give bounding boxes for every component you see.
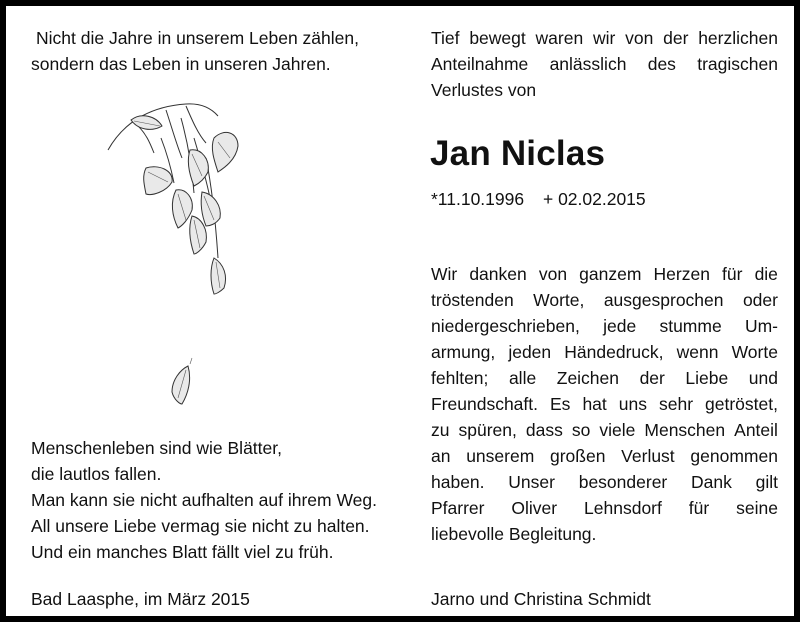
thanks-word: Liebe <box>685 368 729 388</box>
thanks-word: ausgesprochen <box>603 290 724 310</box>
thanks-word: armung, <box>431 342 496 362</box>
intro-word: waren <box>535 28 584 48</box>
thanks-text <box>431 261 778 547</box>
top-quote-line: sondern das Leben in unseren Jahren. <box>31 54 331 74</box>
intro-word: anlässlich <box>549 54 627 74</box>
thanks-word: besonderer <box>578 472 668 492</box>
thanks-word: Herzen <box>653 264 710 284</box>
thanks-word: uns <box>618 394 647 414</box>
thanks-word: und <box>748 368 778 388</box>
thanks-word: von <box>538 264 568 284</box>
thanks-line <box>431 391 778 417</box>
thanks-word: die <box>754 264 778 284</box>
intro-word: der <box>663 28 689 48</box>
thanks-word: Verlust <box>621 446 675 466</box>
thanks-line <box>431 287 778 313</box>
falling-birch-leaves-icon <box>106 98 256 418</box>
thanks-word: Wir <box>431 264 458 284</box>
life-dates <box>431 186 646 212</box>
intro-word: des <box>647 54 676 74</box>
thanks-line <box>431 469 778 495</box>
thanks-word: Freundschaft. <box>431 394 538 414</box>
thanks-word: für <box>722 264 743 284</box>
thanks-word: Worte <box>731 342 778 362</box>
thanks-word: jede <box>603 316 637 336</box>
thanks-word: Unser <box>508 472 555 492</box>
thanks-line <box>431 365 778 391</box>
thanks-word: fehlten; <box>431 368 489 388</box>
thanks-word: spüren, <box>458 420 517 440</box>
thanks-line <box>431 417 778 443</box>
thanks-word: Zeichen <box>556 368 620 388</box>
thanks-word: an <box>431 446 451 466</box>
thanks-line <box>431 261 778 287</box>
birth-date: *11.10.1996 <box>431 189 525 209</box>
thanks-word: zu <box>431 420 450 440</box>
thanks-word: unserem <box>466 446 535 466</box>
thanks-word: dass <box>525 420 563 440</box>
thanks-word: gilt <box>755 472 778 492</box>
thanks-word: jeden <box>508 342 552 362</box>
intro-word: tragischen <box>697 54 778 74</box>
thanks-word: Lehnsdorf <box>584 498 662 518</box>
thanks-line <box>431 313 778 339</box>
top-quote-line: Nicht die Jahre in unserem Leben zählen, <box>36 28 359 48</box>
deceased-name: Jan Niclas <box>430 134 606 173</box>
thanks-word: tröstenden <box>431 290 514 310</box>
thanks-word: Worte, <box>533 290 585 310</box>
poem-line: Menschenleben sind wie Blätter, <box>31 438 282 458</box>
intro-word: bewegt <box>469 28 526 48</box>
thanks-word: hat <box>582 394 607 414</box>
thanks-word: Dank <box>691 472 732 492</box>
bottom-poem <box>31 435 377 565</box>
thanks-word: ganzem <box>579 264 642 284</box>
top-quote <box>31 25 359 77</box>
death-date: + 02.02.2015 <box>542 189 646 209</box>
intro-line <box>431 25 778 51</box>
intro-word: Tief <box>431 28 460 48</box>
thanks-word: seine <box>736 498 778 518</box>
thanks-line <box>431 443 778 469</box>
signature: Jarno und Christina Schmidt <box>431 589 651 609</box>
thanks-line <box>431 339 778 365</box>
thanks-word: Es <box>550 394 571 414</box>
thanks-word: sehr <box>658 394 694 414</box>
thanks-word: viele <box>599 420 636 440</box>
thanks-word: alle <box>508 368 537 388</box>
intro-word: wir <box>592 28 616 48</box>
thanks-word: haben. <box>431 472 485 492</box>
thanks-word: der <box>639 368 665 388</box>
intro-line-text: Verlustes von <box>431 80 537 100</box>
intro-word: von <box>625 28 654 48</box>
thanks-line <box>431 495 778 521</box>
thanks-word: stumme <box>659 316 722 336</box>
thanks-word: so <box>571 420 591 440</box>
thanks-word: Anteil <box>734 420 778 440</box>
thanks-word: Oliver <box>511 498 558 518</box>
place-date: Bad Laasphe, im März 2015 <box>31 589 250 609</box>
intro-text <box>431 25 778 103</box>
thanks-word: Pfarrer <box>431 498 485 518</box>
poem-line: die lautlos fallen. <box>31 464 162 484</box>
thanks-word: genommen <box>690 446 778 466</box>
thanks-word: oder <box>742 290 778 310</box>
intro-word: herzlichen <box>698 28 778 48</box>
thanks-word: Um- <box>744 316 778 336</box>
intro-word: Anteilnahme <box>431 54 529 74</box>
thanks-line: liebevolle Begleitung. <box>431 524 597 544</box>
thanks-word: für <box>688 498 710 518</box>
poem-line: Und ein manches Blatt fällt viel zu früh. <box>31 542 334 562</box>
thanks-word: niedergeschrieben, <box>431 316 580 336</box>
thanks-word: wenn <box>676 342 719 362</box>
poem-line: Man kann sie nicht aufhalten auf ihrem Weg. <box>31 490 377 510</box>
thanks-word: Menschen <box>644 420 726 440</box>
intro-line <box>431 51 778 77</box>
thanks-word: großen <box>550 446 606 466</box>
thanks-word: danken <box>469 264 527 284</box>
poem-line: All unsere Liebe vermag sie nicht zu halten. <box>31 516 370 536</box>
thanks-word: Händedruck, <box>564 342 664 362</box>
thanks-word: getröstet, <box>705 394 778 414</box>
